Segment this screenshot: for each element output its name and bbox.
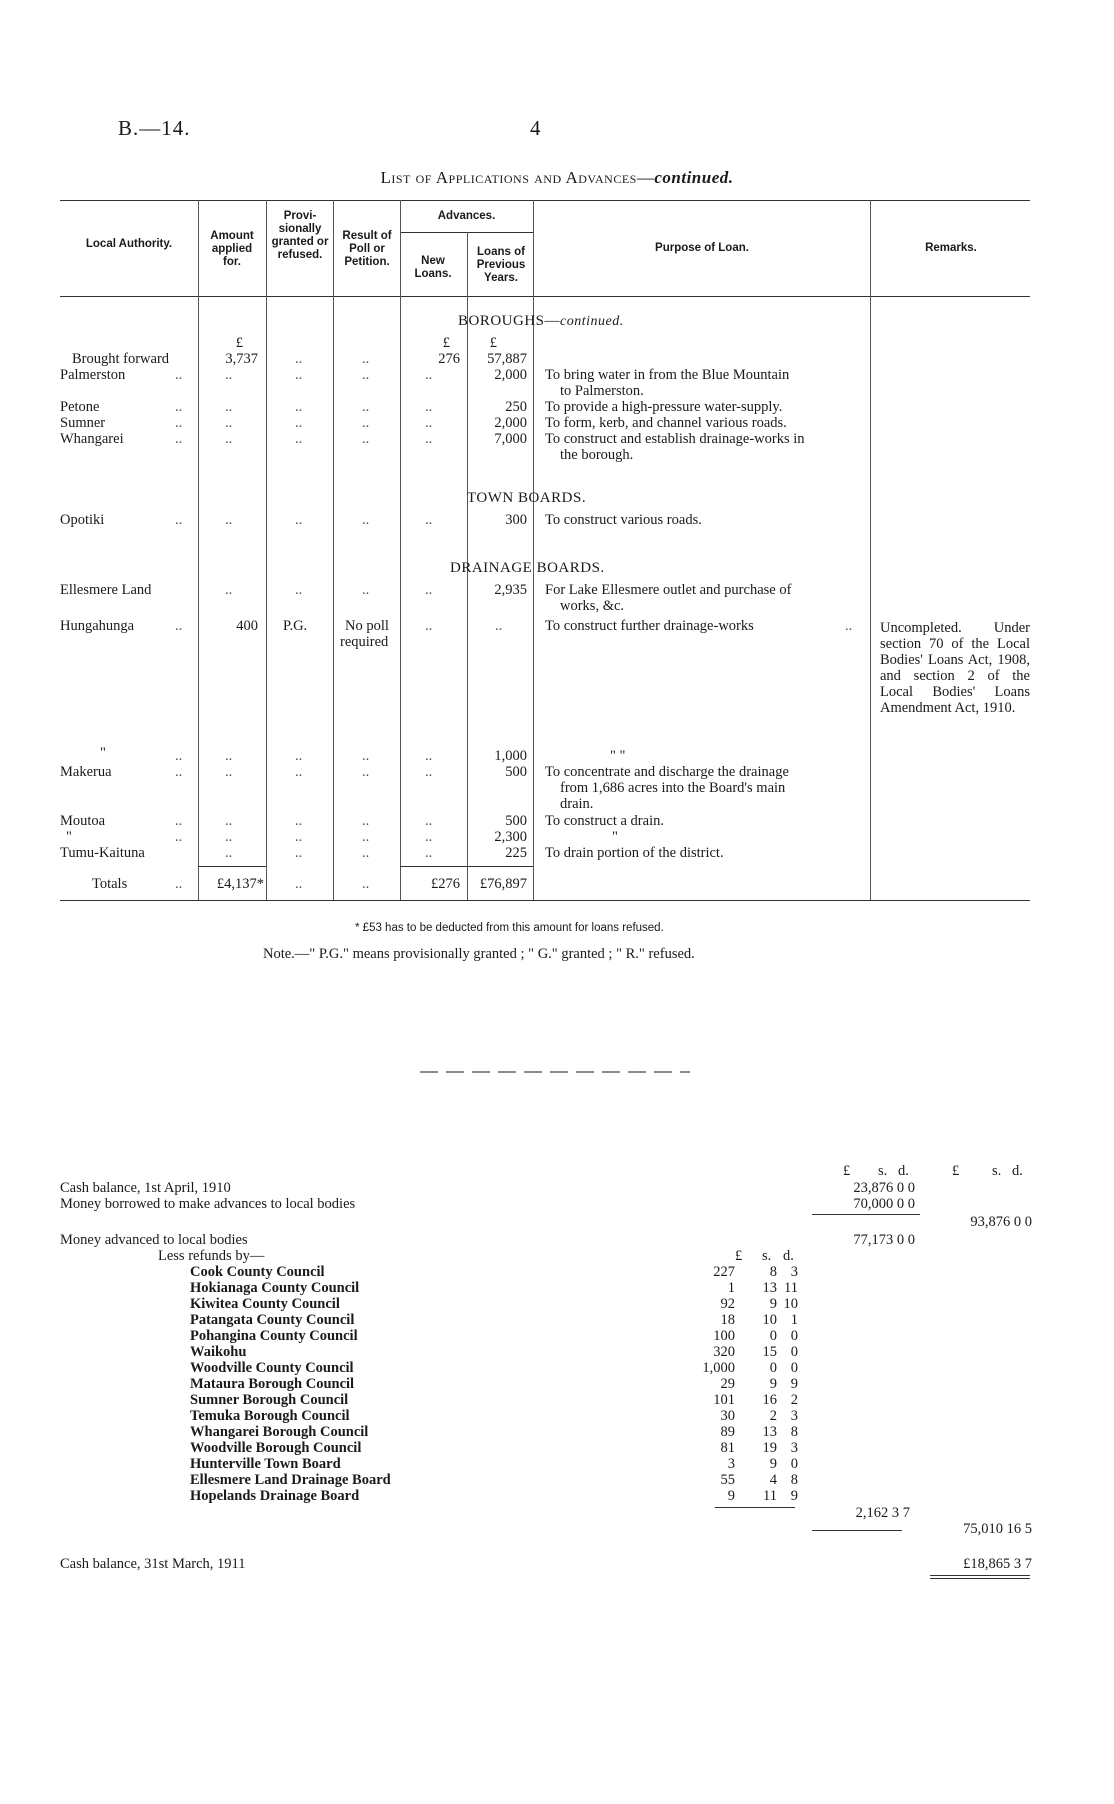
table-row: "	[66, 829, 72, 845]
refund-name: Hokianaga County Council	[190, 1280, 360, 1296]
currency-amount: £	[235, 335, 243, 351]
table-row: Makerua	[60, 764, 112, 780]
refund-s: 9	[769, 1296, 777, 1312]
leader: ..	[362, 582, 370, 598]
col-advances: Advances.	[437, 210, 496, 222]
col-rule	[266, 200, 267, 900]
acct-head-l2: £	[952, 1163, 960, 1179]
refund-name: Patangata County Council	[190, 1312, 355, 1328]
refund-l: 55	[720, 1472, 735, 1488]
leader: ..	[175, 431, 183, 447]
leader: ..	[175, 399, 183, 415]
cash-balance-1911-label: Cash balance, 31st March, 1911	[60, 1556, 246, 1572]
subtotal-value: 93,876 0 0	[970, 1214, 1032, 1230]
col-result-of-poll: Result of Poll or Petition.	[342, 230, 392, 268]
prev-loans-cell: 2,000	[494, 415, 527, 431]
refund-d: 9	[790, 1488, 798, 1504]
purpose-cell: For Lake Ellesmere outlet and purchase of	[545, 582, 792, 598]
leader: ..	[295, 845, 303, 861]
leader: ..	[225, 399, 233, 415]
leader: ..	[175, 748, 183, 764]
refund-l: 1,000	[702, 1360, 735, 1376]
leader: ..	[362, 415, 370, 431]
page-title	[0, 168, 1114, 188]
table-row: Moutoa	[60, 813, 106, 829]
refund-d: 8	[790, 1424, 798, 1440]
purpose-cell: works, &c.	[560, 598, 625, 614]
leader: ..	[362, 431, 370, 447]
table-header-bottom-rule	[60, 296, 1030, 297]
leader: ..	[425, 512, 433, 528]
leader: ..	[295, 748, 303, 764]
totals-rule	[198, 866, 266, 867]
refund-l: 320	[713, 1344, 735, 1360]
net-rule	[812, 1530, 902, 1531]
purpose-cell: "	[612, 829, 618, 845]
refund-s: 13	[762, 1424, 777, 1440]
leader: ..	[362, 845, 370, 861]
less-refunds: Less refunds by—	[158, 1248, 265, 1264]
refund-head-l: £	[735, 1248, 743, 1264]
leader: ..	[175, 367, 183, 383]
refund-s: 10	[762, 1312, 777, 1328]
refund-s: 13	[762, 1280, 777, 1296]
refund-d: 0	[790, 1456, 798, 1472]
acct-head-d2: d.	[1012, 1163, 1023, 1179]
leader: ..	[295, 351, 303, 367]
refund-head-s: s.	[762, 1248, 772, 1264]
col-loans-previous: Loans of Previous Years.	[476, 246, 526, 284]
refund-name: Whangarei Borough Council	[190, 1424, 369, 1440]
col-provisionally: Provi-sionally granted or refused.	[271, 210, 329, 261]
leader: ..	[425, 618, 433, 634]
leader: ..	[295, 813, 303, 829]
leader: ..	[495, 618, 503, 634]
prev-loans-cell: 1,000	[494, 748, 527, 764]
table-row: "	[100, 745, 106, 761]
prev-loans-cell: 225	[505, 845, 527, 861]
purpose-cell: To construct further drainage-works	[545, 618, 754, 634]
purpose-cell: To drain portion of the district.	[545, 845, 724, 861]
col-rule	[198, 200, 199, 900]
prev-loans-cell: 250	[505, 399, 527, 415]
money-borrowed-label: Money borrowed to make advances to local bodies	[60, 1196, 356, 1212]
leader: ..	[295, 367, 303, 383]
refund-d: 3	[790, 1264, 798, 1280]
final-double-rule	[930, 1575, 1030, 1576]
refund-s: 2	[769, 1408, 777, 1424]
refund-s: 9	[769, 1376, 777, 1392]
table-row: Brought forward	[72, 351, 170, 367]
net-value: 75,010 16 5	[963, 1521, 1032, 1537]
money-advanced-label: Money advanced to local bodies	[60, 1232, 248, 1248]
table-bottom-rule	[60, 900, 1030, 901]
leader: ..	[295, 431, 303, 447]
refund-d: 11	[784, 1280, 798, 1296]
leader: ..	[175, 764, 183, 780]
amount-cell: 3,737	[225, 351, 258, 367]
refund-d: 2	[790, 1392, 798, 1408]
separator-dashes	[420, 1070, 690, 1074]
table-row: Opotiki	[60, 512, 105, 528]
refund-l: 30	[720, 1408, 735, 1424]
cash-balance-1910-label: Cash balance, 1st April, 1910	[60, 1180, 231, 1196]
table-row: Hungahunga	[60, 618, 135, 634]
section-town-boards: TOWN BOARDS.	[467, 490, 587, 506]
currency-prev: £	[489, 335, 497, 351]
purpose-cell: To form, kerb, and channel various roads.	[545, 415, 787, 431]
poll-cell: No poll	[345, 618, 389, 634]
refund-d: 8	[790, 1472, 798, 1488]
totals-amount: £4,137*	[216, 876, 264, 892]
col-rule	[870, 200, 871, 900]
leader: ..	[362, 813, 370, 829]
leader: ..	[175, 876, 183, 892]
leader: ..	[845, 618, 853, 634]
refund-s: 11	[763, 1488, 777, 1504]
refund-d: 3	[790, 1440, 798, 1456]
prev-loans-cell: 7,000	[494, 431, 527, 447]
remark-hungahunga: Uncompleted. Under section 70 of the Local Bodies' Loans Act, 1908, and section 2 of the Local Bodies' Loans Amendment Act, 1910.	[880, 620, 1030, 716]
refund-name: Mataura Borough Council	[190, 1376, 355, 1392]
footnote-note: Note.—" P.G." means provisionally granted ; " G." granted ; " R." refused.	[263, 946, 695, 962]
refund-d: 0	[790, 1360, 798, 1376]
leader: ..	[295, 415, 303, 431]
refund-name: Hopelands Drainage Board	[190, 1488, 360, 1504]
subtotal-rule	[812, 1214, 920, 1215]
leader: ..	[425, 582, 433, 598]
refund-l: 18	[720, 1312, 735, 1328]
acct-head-l1: £	[843, 1163, 851, 1179]
table-row: Whangarei	[60, 431, 124, 447]
leader: ..	[175, 618, 183, 634]
refund-d: 1	[790, 1312, 798, 1328]
prev-loans-cell: 2,000	[494, 367, 527, 383]
leader: ..	[425, 415, 433, 431]
refund-s: 16	[762, 1392, 777, 1408]
refund-l: 101	[713, 1392, 735, 1408]
refund-name: Ellesmere Land Drainage Board	[190, 1472, 391, 1488]
leader: ..	[225, 845, 233, 861]
table-row: Petone	[60, 399, 100, 415]
leader: ..	[175, 512, 183, 528]
totals-new: £276	[431, 876, 460, 892]
leader: ..	[175, 813, 183, 829]
prev-loans-cell: 500	[505, 813, 527, 829]
refund-l: 227	[713, 1264, 735, 1280]
section-boroughs-cont: continued.	[560, 314, 624, 329]
table-row: Sumner	[60, 415, 106, 431]
leader: ..	[362, 351, 370, 367]
refund-name: Woodville County Council	[190, 1360, 354, 1376]
col-amount-applied: Amount applied for.	[210, 230, 254, 268]
refund-name: Woodville Borough Council	[190, 1440, 362, 1456]
leader: ..	[362, 399, 370, 415]
refund-name: Pohangina County Council	[190, 1328, 358, 1344]
money-advanced-value: 77,173 0 0	[853, 1232, 915, 1248]
page-number: 4	[530, 116, 541, 140]
section-drainage-boards: DRAINAGE BOARDS.	[450, 560, 605, 576]
leader: ..	[225, 415, 233, 431]
refund-name: Hunterville Town Board	[190, 1456, 341, 1472]
leader: ..	[295, 582, 303, 598]
purpose-cell: from 1,686 acres into the Board's main	[560, 780, 786, 796]
leader: ..	[425, 764, 433, 780]
section-boroughs-label: BOROUGHS—	[458, 313, 561, 329]
acct-head-s2: s.	[992, 1163, 1002, 1179]
refund-s: 15	[762, 1344, 777, 1360]
refund-l: 1	[727, 1280, 735, 1296]
final-double-rule	[930, 1578, 1030, 1579]
leader: ..	[295, 876, 303, 892]
leader: ..	[362, 876, 370, 892]
table-row: Palmerston	[60, 367, 126, 383]
refund-l: 9	[727, 1488, 735, 1504]
table-row: Ellesmere Land	[60, 582, 152, 598]
purpose-cell: drain.	[560, 796, 594, 812]
section-boroughs	[458, 313, 624, 330]
refund-head-d: d.	[783, 1248, 794, 1264]
prev-loans-cell: 2,300	[494, 829, 527, 845]
refund-l: 100	[713, 1328, 735, 1344]
refund-d: 3	[790, 1408, 798, 1424]
leader: ..	[225, 764, 233, 780]
refund-s: 19	[762, 1440, 777, 1456]
leader: ..	[425, 829, 433, 845]
refund-name: Waikohu	[190, 1344, 247, 1360]
col-rule	[533, 200, 534, 900]
table-top-rule	[60, 200, 1030, 201]
purpose-cell: To provide a high-pressure water-supply.	[545, 399, 783, 415]
leader: ..	[362, 367, 370, 383]
leader: ..	[362, 512, 370, 528]
leader: ..	[362, 748, 370, 764]
refund-l: 3	[727, 1456, 735, 1472]
purpose-cell: " "	[610, 748, 626, 764]
refund-s: 0	[769, 1360, 777, 1376]
refund-total: 2,162 3 7	[855, 1505, 910, 1521]
new-loans-cell: 276	[438, 351, 460, 367]
refund-s: 8	[769, 1264, 777, 1280]
totals-label: Totals	[92, 876, 128, 892]
leader: ..	[175, 415, 183, 431]
leader: ..	[425, 748, 433, 764]
acct-head-d1: d.	[898, 1163, 909, 1179]
leader: ..	[225, 431, 233, 447]
leader: ..	[425, 845, 433, 861]
refund-d: 0	[790, 1344, 798, 1360]
leader: ..	[295, 399, 303, 415]
leader: ..	[225, 512, 233, 528]
prov-cell: P.G.	[283, 618, 308, 634]
col-new-loans: New Loans.	[414, 255, 452, 280]
currency-new: £	[442, 335, 450, 351]
leader: ..	[425, 367, 433, 383]
acct-head-s1: s.	[878, 1163, 888, 1179]
refund-l: 92	[720, 1296, 735, 1312]
refunds-rule	[715, 1507, 795, 1508]
leader: ..	[362, 764, 370, 780]
col-rule	[400, 200, 401, 900]
refund-s: 0	[769, 1328, 777, 1344]
title-italic: continued.	[654, 168, 734, 187]
amount-cell: 400	[236, 618, 258, 634]
leader: ..	[362, 829, 370, 845]
leader: ..	[175, 829, 183, 845]
leader: ..	[225, 813, 233, 829]
refund-s: 4	[769, 1472, 777, 1488]
cash-balance-1911-value: £18,865 3 7	[963, 1556, 1032, 1572]
refund-name: Cook County Council	[190, 1264, 325, 1280]
leader: ..	[295, 764, 303, 780]
refund-name: Sumner Borough Council	[190, 1392, 349, 1408]
prev-loans-cell: 2,935	[494, 582, 527, 598]
prev-loans-cell: 500	[505, 764, 527, 780]
refund-d: 9	[790, 1376, 798, 1392]
leader: ..	[425, 813, 433, 829]
col-purpose: Purpose of Loan.	[655, 242, 749, 254]
leader: ..	[425, 399, 433, 415]
leader: ..	[295, 829, 303, 845]
refund-l: 29	[720, 1376, 735, 1392]
purpose-cell: To concentrate and discharge the drainage	[545, 764, 789, 780]
leader: ..	[225, 748, 233, 764]
purpose-cell: To construct various roads.	[545, 512, 702, 528]
prev-loans-cell: 300	[505, 512, 527, 528]
poll-cell: required	[340, 634, 389, 650]
col-rule	[333, 200, 334, 900]
leader: ..	[425, 431, 433, 447]
purpose-cell: To construct and establish drainage-works in	[545, 431, 805, 447]
prev-loans-cell: 57,887	[487, 351, 527, 367]
totals-prev: £76,897	[479, 876, 527, 892]
money-borrowed-value: 70,000 0 0	[853, 1196, 915, 1212]
refund-name: Temuka Borough Council	[190, 1408, 350, 1424]
leader: ..	[225, 582, 233, 598]
refund-d: 0	[790, 1328, 798, 1344]
refund-s: 9	[769, 1456, 777, 1472]
purpose-cell: to Palmerston.	[560, 383, 644, 399]
leader: ..	[225, 829, 233, 845]
totals-rule	[400, 866, 533, 867]
cash-balance-1910-value: 23,876 0 0	[853, 1180, 915, 1196]
page-id: B.—14.	[118, 116, 191, 140]
footnote-star: * £53 has to be deducted from this amount for loans refused.	[355, 922, 664, 934]
col-remarks: Remarks.	[925, 242, 977, 254]
purpose-cell: To construct a drain.	[545, 813, 664, 829]
purpose-cell: the borough.	[560, 447, 634, 463]
table-row: Tumu-Kaituna	[60, 845, 145, 861]
refund-name: Kiwitea County Council	[190, 1296, 340, 1312]
refund-l: 81	[720, 1440, 735, 1456]
refund-d: 10	[783, 1296, 798, 1312]
col-local-authority: Local Authority.	[85, 238, 173, 250]
leader: ..	[295, 512, 303, 528]
purpose-cell: To bring water in from the Blue Mountain	[545, 367, 790, 383]
title-caps: List of Applications and Advances—	[380, 168, 655, 187]
refund-l: 89	[720, 1424, 735, 1440]
leader: ..	[225, 367, 233, 383]
